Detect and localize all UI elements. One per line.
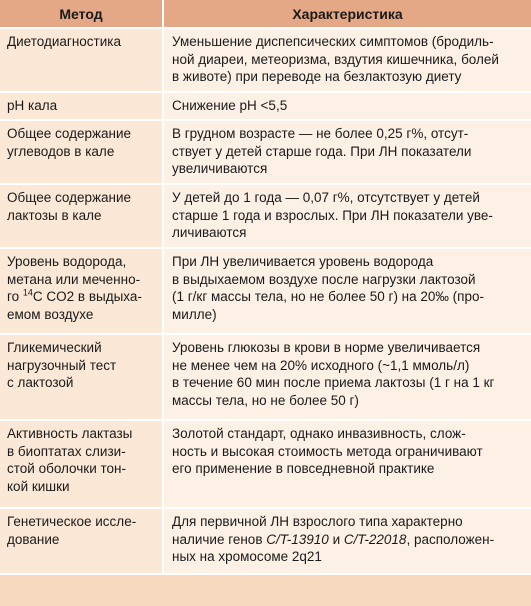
gene-name: C/T-13910 bbox=[266, 531, 329, 547]
method-line: емом воздухе bbox=[7, 306, 94, 322]
characteristic-line: личиваются bbox=[172, 225, 247, 240]
characteristic-line: в течение 60 мин после приема лактозы (1 г на 1 кг bbox=[172, 375, 495, 390]
method-cell bbox=[0, 334, 163, 420]
characteristic-line: Снижение pH <5,5 bbox=[172, 98, 288, 113]
method-line: Общее содержание bbox=[7, 190, 132, 205]
characteristic-line: У детей до 1 года — 0,07 г%, отсутствует у детей bbox=[172, 190, 480, 205]
table-row bbox=[0, 28, 531, 92]
characteristic-cell bbox=[163, 248, 531, 334]
characteristic-line: ной диареи, метеоризма, вздутия кишечника, болей bbox=[172, 51, 499, 67]
characteristic-line: в животе) при переводе на безлактозую диету bbox=[172, 69, 462, 84]
table-header-row bbox=[0, 0, 531, 28]
characteristic-cell bbox=[163, 92, 531, 120]
header-characteristic: Характеристика bbox=[163, 0, 531, 28]
method-line: го $^{14}$C CO2 в выдыха- bbox=[7, 287, 142, 304]
characteristic-line: увеличиваются bbox=[172, 161, 268, 176]
characteristic-line: старше 1 года и взрослых. При ЛН показатели уве- bbox=[172, 207, 493, 223]
characteristic-line: Уровень глюкозы в крови в норме увеличивается bbox=[172, 340, 481, 355]
characteristic-line: не менее чем на 20% исходного (~1,1 ммоль/л) bbox=[172, 357, 470, 373]
table-row bbox=[0, 334, 531, 420]
method-cell bbox=[0, 420, 163, 508]
characteristic-cell bbox=[163, 120, 531, 184]
header-method: Метод bbox=[0, 0, 163, 28]
method-line: Генетическое иссле- bbox=[7, 514, 137, 529]
method-line: в биоптатах слизи- bbox=[7, 443, 126, 459]
characteristic-line: ных на хромосоме 2q21 bbox=[172, 549, 322, 564]
method-line: с лактозой bbox=[7, 375, 74, 390]
method-line: дование bbox=[7, 531, 60, 547]
table-row bbox=[0, 120, 531, 184]
method-line: стой оболочки тон- bbox=[7, 461, 126, 476]
method-cell bbox=[0, 92, 163, 120]
superscript-14: 14 bbox=[22, 287, 33, 298]
characteristic-line: в выдыхаемом воздухе после нагрузки лактозой bbox=[172, 271, 476, 287]
method-cell bbox=[0, 184, 163, 248]
method-line: кой кишки bbox=[7, 478, 70, 494]
characteristic-line: милле) bbox=[172, 306, 217, 322]
method-cell bbox=[0, 120, 163, 184]
method-line: углеводов в кале bbox=[7, 143, 115, 159]
table-row bbox=[0, 508, 531, 574]
table-row bbox=[0, 420, 531, 508]
characteristic-line: его применение в повседневной практике bbox=[172, 461, 435, 476]
characteristic-cell bbox=[163, 184, 531, 248]
characteristic-line: В грудном возрасте — не более 0,25 г%, отсут- bbox=[172, 126, 469, 141]
table-row bbox=[0, 184, 531, 248]
method-line: Уровень водорода, bbox=[7, 254, 127, 269]
method-line: Диетодиагностика bbox=[7, 34, 121, 49]
method-line: Активность лактазы bbox=[7, 426, 133, 441]
characteristic-line: ность и высокая стоимость метода ограничивают bbox=[172, 443, 483, 459]
method-line: метана или меченно- bbox=[7, 271, 141, 287]
method-cell bbox=[0, 248, 163, 334]
method-line: Гликемический bbox=[7, 340, 102, 355]
characteristic-line: (1 г/кг массы тела, но не более 50 г) на 20‰ (про- bbox=[172, 289, 484, 304]
method-cell bbox=[0, 28, 163, 92]
characteristic-cell bbox=[163, 508, 531, 574]
table-row bbox=[0, 92, 531, 120]
method-cell bbox=[0, 508, 163, 574]
gene-name: C/T-22018 bbox=[343, 531, 407, 547]
characteristic-line: массы тела, но не более 50 г) bbox=[172, 392, 359, 408]
characteristic-line: ствует у детей старше года. При ЛН показатели bbox=[172, 143, 472, 159]
characteristic-line: При ЛН увеличивается уровень водорода bbox=[172, 254, 434, 269]
characteristic-cell bbox=[163, 334, 531, 420]
characteristic-line: Уменьшение диспепсических симптомов (бродиль- bbox=[172, 34, 494, 49]
table-row bbox=[0, 248, 531, 334]
method-line: Общее содержание bbox=[7, 126, 132, 141]
characteristic-cell bbox=[163, 420, 531, 508]
method-line: нагрузочный тест bbox=[7, 357, 117, 373]
characteristic-cell bbox=[163, 28, 531, 92]
characteristic-line: наличие генов C/T-13910 и C/T-22018, расположен- bbox=[172, 531, 495, 547]
characteristic-line: Для первичной ЛН взрослого типа характерно bbox=[172, 514, 463, 529]
characteristic-line: Золотой стандарт, однако инвазивность, слож- bbox=[172, 426, 466, 441]
method-line: pH кала bbox=[7, 98, 58, 113]
method-line: лактозы в кале bbox=[7, 207, 102, 223]
